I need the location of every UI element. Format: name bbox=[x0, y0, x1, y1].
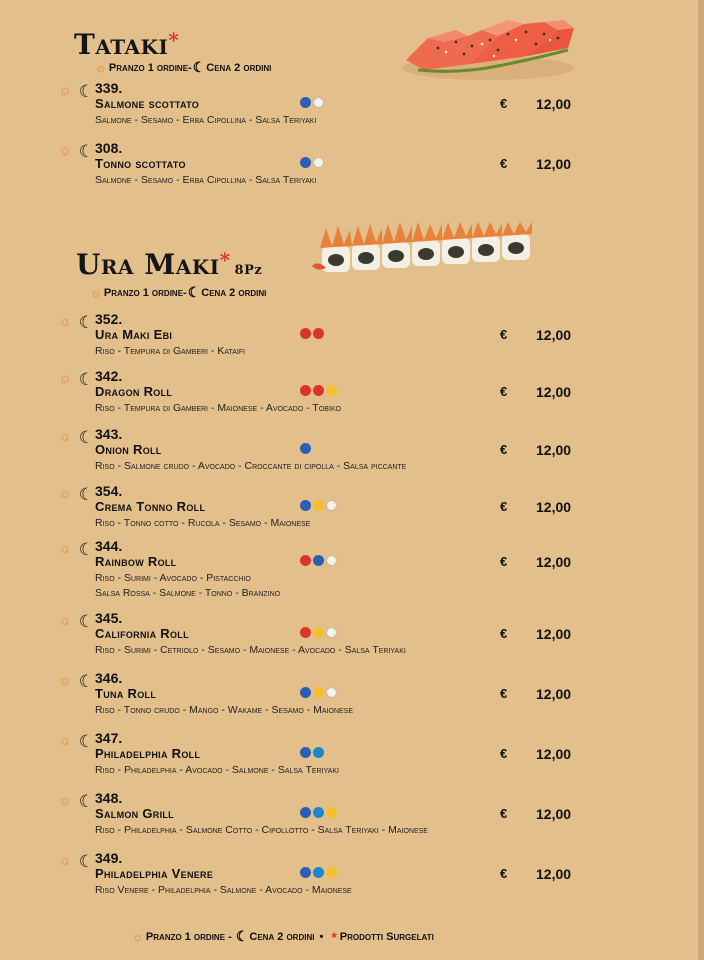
item-price: 12,00 bbox=[536, 746, 572, 762]
sun-icon: ☼ bbox=[58, 142, 72, 159]
allergen-icon bbox=[326, 867, 337, 878]
currency: € bbox=[500, 384, 508, 399]
allergen-icon bbox=[326, 807, 337, 818]
allergen-badges bbox=[300, 627, 337, 638]
footer-pranzo: Pranzo 1 ordine bbox=[145, 930, 226, 943]
availability-icons bbox=[58, 142, 95, 162]
allergen-icon bbox=[313, 807, 324, 818]
page-edge bbox=[698, 0, 704, 960]
moon-icon: ☾ bbox=[192, 59, 206, 75]
allergen-icon bbox=[300, 443, 311, 454]
moon-icon: ☾ bbox=[187, 284, 201, 300]
item-number: 308. bbox=[95, 140, 123, 156]
allergen-badges bbox=[300, 747, 324, 758]
item-ingredients bbox=[95, 459, 406, 474]
allergen-icon bbox=[313, 385, 324, 396]
footer-surgelati: Prodotti Surgelati bbox=[339, 930, 434, 943]
availability-icons bbox=[58, 540, 95, 560]
item-price: 12,00 bbox=[536, 327, 572, 343]
menu-item bbox=[0, 426, 698, 486]
menu-item bbox=[0, 790, 698, 850]
allergen-badges bbox=[300, 500, 337, 511]
currency: € bbox=[500, 327, 508, 342]
separator: - bbox=[225, 930, 235, 943]
item-name: Philadelphia Roll bbox=[95, 746, 201, 761]
section-title bbox=[74, 28, 179, 61]
menu-item bbox=[0, 140, 698, 200]
item-number: 348. bbox=[95, 790, 123, 806]
item-number: 352. bbox=[95, 311, 123, 327]
allergen-badges bbox=[300, 157, 324, 168]
allergen-icon bbox=[313, 157, 324, 168]
allergen-icon bbox=[326, 627, 337, 638]
section-ura-maki bbox=[0, 210, 698, 310]
allergen-icon bbox=[313, 97, 324, 108]
allergen-badges bbox=[300, 687, 337, 698]
frozen-star: * bbox=[168, 28, 180, 52]
sun-icon: ☼ bbox=[58, 540, 72, 557]
item-ingredients bbox=[95, 643, 406, 658]
allergen-icon bbox=[326, 500, 337, 511]
menu-item bbox=[0, 311, 698, 371]
moon-icon: ☾ bbox=[78, 370, 94, 389]
pranzo-label: Pranzo 1 ordine bbox=[103, 286, 184, 299]
item-ingredients bbox=[95, 113, 316, 128]
availability-icons bbox=[58, 313, 95, 333]
item-ingredients bbox=[95, 173, 316, 188]
item-price: 12,00 bbox=[536, 686, 572, 702]
availability-icons bbox=[58, 82, 95, 102]
sun-icon: ☼ bbox=[58, 428, 72, 445]
ingredients-line: Riso - Tempura di Gamberi - Maionese - Avocado - Tobiko bbox=[95, 402, 342, 414]
availability-icons bbox=[58, 485, 95, 505]
allergen-icon bbox=[313, 555, 324, 566]
moon-icon: ☾ bbox=[78, 428, 94, 447]
allergen-icon bbox=[326, 555, 337, 566]
section-title-text: Ura Maki bbox=[76, 248, 220, 281]
moon-icon: ☾ bbox=[78, 732, 94, 751]
frozen-star: * bbox=[219, 248, 231, 272]
moon-icon: ☾ bbox=[78, 612, 94, 631]
moon-icon: ☾ bbox=[78, 852, 94, 871]
allergen-icon bbox=[300, 97, 311, 108]
item-price: 12,00 bbox=[536, 554, 572, 570]
item-number: 354. bbox=[95, 483, 123, 499]
menu-item bbox=[0, 850, 698, 910]
item-ingredients bbox=[95, 516, 310, 531]
currency: € bbox=[500, 866, 508, 881]
allergen-icon bbox=[300, 157, 311, 168]
availability-icons bbox=[58, 792, 95, 812]
item-price: 12,00 bbox=[536, 806, 572, 822]
item-price: 12,00 bbox=[536, 156, 572, 172]
item-name: Crema Tonno Roll bbox=[95, 499, 206, 514]
item-number: 342. bbox=[95, 368, 123, 384]
item-price: 12,00 bbox=[536, 442, 572, 458]
menu-item bbox=[0, 610, 698, 670]
item-name: Ura Maki Ebi bbox=[95, 327, 173, 342]
item-number: 343. bbox=[95, 426, 123, 442]
ingredients-line: Riso - Surimi - Avocado - Pistacchio bbox=[95, 572, 251, 584]
availability-line bbox=[95, 59, 271, 76]
ingredients-line: Riso - Philadelphia - Salmone Cotto - Cipollotto - Salsa Teriyaki - Maionese bbox=[95, 824, 428, 836]
item-name: Philadelphia Venere bbox=[95, 866, 214, 881]
allergen-icon bbox=[300, 807, 311, 818]
currency: € bbox=[500, 806, 508, 821]
allergen-badges bbox=[300, 807, 337, 818]
availability-icons bbox=[58, 732, 95, 752]
ingredients-line: Riso - Tonno cotto - Rucola - Sesamo - Maionese bbox=[95, 517, 311, 529]
currency: € bbox=[500, 686, 508, 701]
allergen-icon bbox=[313, 867, 324, 878]
allergen-icon bbox=[300, 747, 311, 758]
availability-icons bbox=[58, 852, 95, 872]
tataki-photo bbox=[398, 12, 578, 84]
sun-icon: ☼ bbox=[132, 929, 144, 944]
currency: € bbox=[500, 746, 508, 761]
sun-icon: ☼ bbox=[58, 612, 72, 629]
frozen-star: * bbox=[331, 928, 337, 945]
moon-icon: ☾ bbox=[78, 540, 94, 559]
menu-item bbox=[0, 483, 698, 543]
item-ingredients bbox=[95, 401, 341, 416]
item-name: Onion Roll bbox=[95, 442, 162, 457]
moon-icon: ☾ bbox=[78, 485, 94, 504]
allergen-icon bbox=[300, 687, 311, 698]
ingredients-line: Riso - Salmone crudo - Avocado - Croccante di cipolla - Salsa piccante bbox=[95, 460, 407, 472]
moon-icon: ☾ bbox=[78, 82, 94, 101]
allergen-icon bbox=[300, 555, 311, 566]
allergen-icon bbox=[326, 385, 337, 396]
sun-icon: ☼ bbox=[58, 672, 72, 689]
sun-icon: ☼ bbox=[90, 285, 102, 300]
allergen-icon bbox=[313, 500, 324, 511]
moon-icon: ☾ bbox=[78, 142, 94, 161]
ingredients-line: Riso - Surimi - Cetriolo - Sesamo - Maionese - Avocado - Salsa Teriyaki bbox=[95, 644, 406, 656]
item-price: 12,00 bbox=[536, 866, 572, 882]
ingredients-line: Riso Venere - Philadelphia - Salmone - Avocado - Maionese bbox=[95, 884, 352, 896]
sun-icon: ☼ bbox=[58, 82, 72, 99]
item-price: 12,00 bbox=[536, 384, 572, 400]
item-number: 349. bbox=[95, 850, 123, 866]
item-price: 12,00 bbox=[536, 626, 572, 642]
ingredients-line-2: Salsa Rossa - Salmone - Tonno - Branzino bbox=[95, 587, 281, 599]
moon-icon: ☾ bbox=[78, 792, 94, 811]
sun-icon: ☼ bbox=[58, 732, 72, 749]
availability-icons bbox=[58, 612, 95, 632]
item-ingredients bbox=[95, 571, 280, 601]
allergen-icon bbox=[326, 687, 337, 698]
allergen-icon bbox=[300, 500, 311, 511]
moon-icon: ☾ bbox=[78, 313, 94, 332]
ingredients-line: Riso - Philadelphia - Avocado - Salmone - Salsa Teriyaki bbox=[95, 764, 339, 776]
footer-cena: Cena 2 ordini bbox=[249, 930, 315, 943]
allergen-icon bbox=[300, 627, 311, 638]
currency: € bbox=[500, 96, 508, 111]
item-number: 339. bbox=[95, 80, 123, 96]
item-number: 347. bbox=[95, 730, 123, 746]
allergen-badges bbox=[300, 867, 337, 878]
allergen-badges bbox=[300, 555, 337, 566]
menu-item bbox=[0, 80, 698, 140]
cena-label: Cena 2 ordini bbox=[201, 286, 267, 299]
item-ingredients bbox=[95, 344, 245, 359]
sun-icon: ☼ bbox=[95, 60, 107, 75]
cena-label: Cena 2 ordini bbox=[206, 61, 272, 74]
allergen-badges bbox=[300, 385, 337, 396]
ingredients-line: Riso - Tonno crudo - Mango - Wakame - Sesamo - Maionese bbox=[95, 704, 354, 716]
footer-bullet: • bbox=[319, 930, 324, 943]
allergen-badges bbox=[300, 443, 311, 454]
menu-item bbox=[0, 368, 698, 428]
item-number: 344. bbox=[95, 538, 123, 554]
item-number: 345. bbox=[95, 610, 123, 626]
sun-icon: ☼ bbox=[58, 370, 72, 387]
item-ingredients bbox=[95, 823, 428, 838]
item-ingredients bbox=[95, 883, 352, 898]
separator: - bbox=[183, 286, 187, 299]
menu-item bbox=[0, 670, 698, 730]
item-price: 12,00 bbox=[536, 499, 572, 515]
item-name: Dragon Roll bbox=[95, 384, 173, 399]
item-name: Rainbow Roll bbox=[95, 554, 177, 569]
allergen-icon bbox=[313, 687, 324, 698]
item-name: Tuna Roll bbox=[95, 686, 157, 701]
menu-item bbox=[0, 730, 698, 790]
currency: € bbox=[500, 442, 508, 457]
allergen-icon bbox=[300, 328, 311, 339]
item-price: 12,00 bbox=[536, 96, 572, 112]
item-number: 346. bbox=[95, 670, 123, 686]
item-name: Salmone scottato bbox=[95, 96, 200, 111]
separator: - bbox=[188, 61, 192, 74]
currency: € bbox=[500, 499, 508, 514]
footer-legend bbox=[132, 928, 434, 945]
allergen-icon bbox=[313, 747, 324, 758]
availability-icons bbox=[58, 370, 95, 390]
allergen-badges bbox=[300, 97, 324, 108]
pieces-count: 8Pz bbox=[234, 263, 263, 278]
allergen-icon bbox=[300, 867, 311, 878]
allergen-icon bbox=[313, 328, 324, 339]
allergen-icon bbox=[300, 385, 311, 396]
ingredients-line: Salmone - Sesamo - Erba Cipollina - Salsa Teriyaki bbox=[95, 174, 317, 186]
allergen-badges bbox=[300, 328, 324, 339]
pranzo-label: Pranzo 1 ordine bbox=[108, 61, 189, 74]
currency: € bbox=[500, 554, 508, 569]
item-name: California Roll bbox=[95, 626, 189, 641]
allergen-icon bbox=[313, 627, 324, 638]
availability-line bbox=[90, 284, 266, 301]
item-ingredients bbox=[95, 703, 353, 718]
item-name: Salmon Grill bbox=[95, 806, 174, 821]
ura-maki-photo bbox=[312, 220, 558, 280]
ingredients-line: Salmone - Sesamo - Erba Cipollina - Salsa Teriyaki bbox=[95, 114, 317, 126]
section-title bbox=[76, 248, 262, 281]
availability-icons bbox=[58, 428, 95, 448]
section-title-text: Tataki bbox=[74, 28, 169, 61]
menu-item bbox=[0, 538, 698, 598]
sun-icon: ☼ bbox=[58, 485, 72, 502]
item-name: Tonno scottato bbox=[95, 156, 186, 171]
sun-icon: ☼ bbox=[58, 313, 72, 330]
sun-icon: ☼ bbox=[58, 792, 72, 809]
ingredients-line: Riso - Tempura di Gamberi - Kataifi bbox=[95, 345, 246, 357]
currency: € bbox=[500, 626, 508, 641]
currency: € bbox=[500, 156, 508, 171]
moon-icon: ☾ bbox=[235, 928, 249, 944]
availability-icons bbox=[58, 672, 95, 692]
moon-icon: ☾ bbox=[78, 672, 94, 691]
item-ingredients bbox=[95, 763, 339, 778]
sun-icon: ☼ bbox=[58, 852, 72, 869]
